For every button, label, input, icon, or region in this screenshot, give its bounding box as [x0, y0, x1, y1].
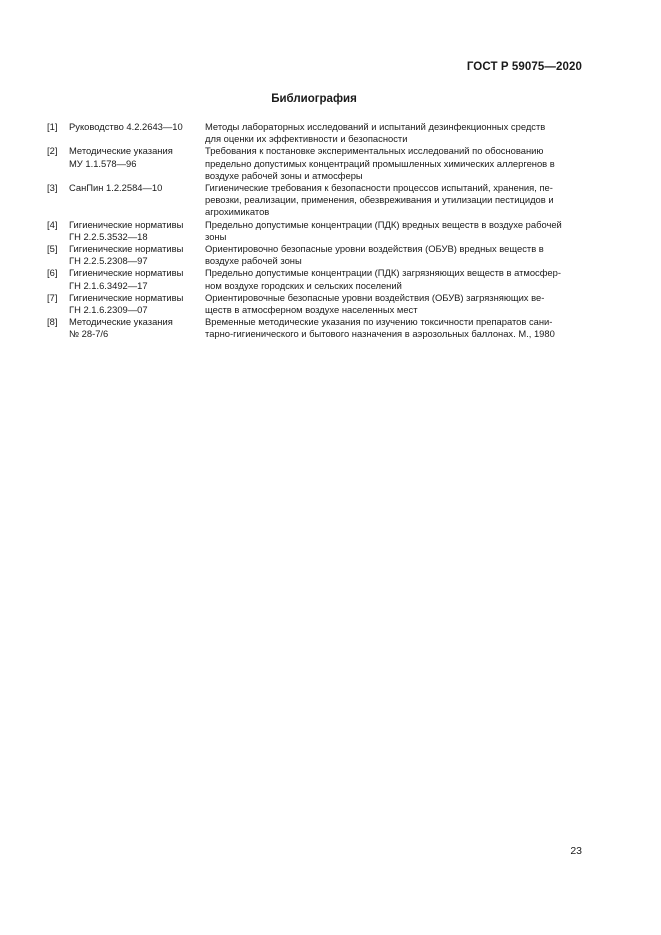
entry-source-line: ГН 2.1.6.3492—17 — [69, 279, 148, 291]
entry-source-line: ГН 2.2.5.3532—18 — [69, 230, 148, 242]
bibliography-list — [47, 121, 583, 341]
entry-source-line: № 28-7/6 — [69, 328, 109, 340]
bibliography-entry — [47, 219, 583, 243]
bibliography-entry — [47, 267, 583, 291]
section-title: Библиография — [271, 93, 357, 105]
entry-description-line: тарно-гигиенического и бытового назначения в аэрозольных баллонах. М., 1980 — [205, 328, 555, 340]
entry-number: [2] — [47, 145, 58, 157]
entry-description-line: ревозки, реализации, применения, обезвреживания и утилизации пестицидов и — [205, 194, 554, 206]
entry-source — [69, 316, 205, 340]
entry-description — [205, 243, 583, 267]
entry-description-line: Предельно допустимые концентрации (ПДК) вредных веществ в воздухе рабочей — [205, 218, 562, 230]
entry-source — [69, 292, 205, 316]
entry-number: [6] — [47, 267, 58, 279]
entry-number: [8] — [47, 316, 58, 328]
bibliography-entry — [47, 182, 583, 219]
entry-number: [4] — [47, 218, 58, 230]
bibliography-entry — [47, 243, 583, 267]
entry-source-line: ГН 2.1.6.2309—07 — [69, 304, 148, 316]
entry-source — [69, 121, 205, 133]
entry-description-line: Предельно допустимые концентрации (ПДК) загрязняющих веществ в атмосфер- — [205, 267, 561, 279]
entry-source-line: Гигиенические нормативы — [69, 267, 184, 279]
document-standard-number: ГОСТ Р 59075—2020 — [466, 61, 582, 73]
entry-description — [205, 292, 583, 316]
entry-description-line: ном воздухе городских и сельских поселений — [205, 279, 402, 291]
entry-source — [69, 145, 205, 169]
entry-source-line: Гигиенические нормативы — [69, 243, 184, 255]
entry-description-line: ществ в атмосферном воздухе населенных мест — [205, 304, 418, 316]
entry-source — [69, 219, 205, 243]
entry-source — [69, 182, 205, 194]
entry-number: [7] — [47, 291, 58, 303]
entry-description-line: Гигиенические требования к безопасности процессов испытаний, хранения, пе- — [205, 182, 553, 194]
entry-number: [5] — [47, 243, 58, 255]
bibliography-entry — [47, 121, 583, 145]
entry-number: [1] — [47, 121, 58, 132]
entry-description — [205, 316, 583, 340]
entry-description-line: воздухе рабочей зоны и атмосферы — [205, 169, 363, 181]
entry-description-line: предельно допустимых концентраций промышленных химических аллергенов в — [205, 157, 555, 169]
entry-description — [205, 182, 583, 219]
entry-description-line: для оценки их эффективности и безопасности — [205, 133, 408, 145]
entry-description-line: Временные методические указания по изучению токсичности препаратов сани- — [205, 316, 553, 328]
entry-description-line: агрохимикатов — [205, 206, 270, 218]
bibliography-entry — [47, 292, 583, 316]
entry-source-line: ГН 2.2.5.2308—97 — [69, 255, 148, 267]
page-number: 23 — [570, 845, 582, 857]
entry-source-line: Методические указания — [69, 145, 173, 157]
entry-number: [3] — [47, 182, 58, 194]
entry-source — [69, 243, 205, 267]
entry-description — [205, 121, 583, 145]
entry-description-line: Требования к постановке экспериментальных исследований по обоснованию — [205, 145, 544, 157]
entry-source-line: Методические указания — [69, 316, 173, 328]
entry-description — [205, 219, 583, 243]
entry-source-line: Руководство 4.2.2643—10 — [69, 121, 183, 132]
entry-description — [205, 145, 583, 182]
entry-source-line: Гигиенические нормативы — [69, 291, 184, 303]
entry-source-line: Гигиенические нормативы — [69, 218, 184, 230]
entry-source — [69, 267, 205, 291]
entry-description — [205, 267, 583, 291]
entry-source-line: СанПин 1.2.2584—10 — [69, 182, 163, 194]
bibliography-entry — [47, 316, 583, 340]
entry-description-line: зоны — [205, 230, 227, 242]
entry-description-line: Ориентировочно безопасные уровни воздействия (ОБУВ) вредных веществ в — [205, 243, 544, 255]
entry-source-line: МУ 1.1.578—96 — [69, 157, 137, 169]
entry-description-line: воздухе рабочей зоны — [205, 255, 302, 267]
entry-description-line: Методы лабораторных исследований и испытаний дезинфекционных средств — [205, 121, 546, 132]
bibliography-entry — [47, 145, 583, 182]
entry-description-line: Ориентировочные безопасные уровни воздействия (ОБУВ) загрязняющих ве- — [205, 291, 545, 303]
